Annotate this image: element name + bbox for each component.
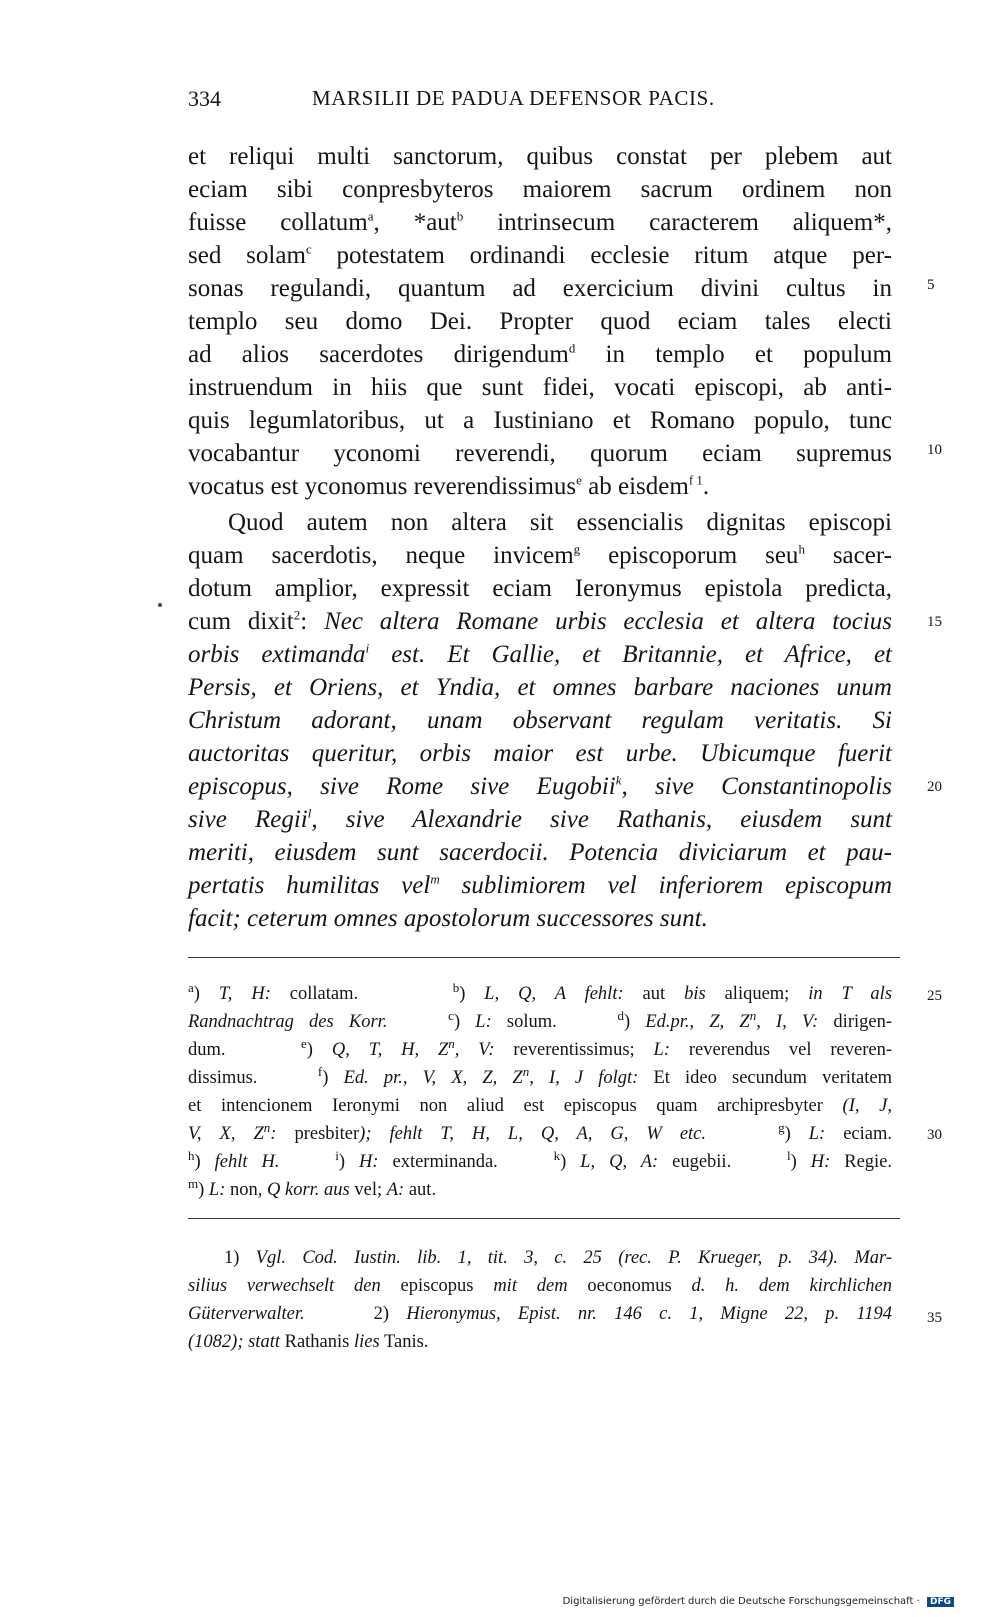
page-number: 334 xyxy=(188,86,221,111)
text-line: orbis extimanda$^i$ est. Et Gallie, et Britannie, et Africe, et xyxy=(188,640,892,668)
credit-text: Digitalisierung gefördert durch die Deutsche Forschungsgemeinschaft · xyxy=(562,1596,920,1607)
text-line: Quod autem non altera sit essencialis dignitas episcopi xyxy=(228,509,892,536)
text-line: sonas regulandi, quantum ad exercicium divini cultus in xyxy=(188,275,892,302)
apparatus-rule xyxy=(188,957,900,958)
text-line: sed solam$^c$ potestatem ordinandi ecclesie ritum atque per- xyxy=(188,241,892,269)
text-line: episcopus, sive Rome sive Eugobii$^k$, sive Constantinopolis xyxy=(188,772,892,800)
apparatus-line: et intencionem Ieronymi non aliud est episcopus quam archipresbyter (I, J, xyxy=(188,1096,892,1116)
line-number: 10 xyxy=(927,442,942,458)
line-number: 15 xyxy=(927,614,942,630)
line-number: 25 xyxy=(927,988,942,1004)
page-header xyxy=(188,86,892,118)
running-title: MARSILII DE PADUA DEFENSOR PACIS. xyxy=(312,86,715,110)
apparatus-line: $^m$) L: non, Q korr. aus vel; A: aut. xyxy=(188,1175,437,1200)
text-line: templo seu domo Dei. Propter quod eciam tales electi xyxy=(188,308,892,335)
margin-speck xyxy=(158,603,162,607)
digitization-credit xyxy=(563,1596,954,1607)
text-line: facit; ceterum omnes apostolorum successores sunt. xyxy=(188,905,708,932)
apparatus-line: dissimus. $^f$) Ed. pr., V, X, Z, $Z^n$, I, J folgt: Et ideo secundum veritatem xyxy=(188,1063,892,1088)
footnote-rule xyxy=(188,1218,900,1219)
line-number: 30 xyxy=(927,1127,942,1143)
line-number: 20 xyxy=(927,779,942,795)
apparatus-line: $^h$) fehlt H. $^i$) H: exterminanda. $^k$) L, Q, A: eugebii. $^l$) H: Regie. xyxy=(188,1147,893,1172)
dfg-logo: DFG xyxy=(927,1597,954,1607)
footnote-line: 1) Vgl. Cod. Iustin. lib. 1, tit. 3, c. 25 (rec. P. Krueger, p. 34). Mar- xyxy=(224,1248,892,1268)
text-line: eciam sibi conpresbyteros maiorem sacrum ordinem non xyxy=(188,176,892,203)
text-line: vocabantur yconomi reverendi, quorum eciam supremus xyxy=(188,440,892,467)
text-line: Christum adorant, unam observant regulam veritatis. Si xyxy=(188,707,892,734)
text-line: pertatis humilitas vel$^m$ sublimiorem vel inferiorem episcopum xyxy=(188,871,892,899)
line-number: 5 xyxy=(927,277,935,293)
apparatus-line: $^a$) T, H: collatam. $^b$) L, Q, A fehlt: aut bis aliquem; in T als xyxy=(188,979,893,1004)
text-line: dotum amplior, expressit eciam Ieronymus epistola predicta, xyxy=(188,575,892,602)
text-line: cum dixit$^2$: Nec altera Romane urbis ecclesia et altera tocius xyxy=(188,607,892,635)
text-line: fuisse collatum$^a$, *aut$^b$ intrinsecum caracterem aliquem*, xyxy=(188,208,892,236)
text-line: quam sacerdotis, neque invicem$^g$ episcoporum seu$^h$ sacer- xyxy=(188,541,893,569)
apparatus-line: dum. $^e$) Q, T, H, $Z^n$, V: reverentissimus; L: reverendus vel reveren- xyxy=(188,1035,892,1060)
apparatus-line: Randnachtrag des Korr. $^c$) L: solum. $^d$) Ed.pr., Z, $Z^n$, I, V: dirigen- xyxy=(188,1007,892,1032)
text-line: quis legumlatoribus, ut a Iustiniano et Romano populo, tunc xyxy=(188,407,892,434)
apparatus-line: V, X, $Z^n$: presbiter); fehlt T, H, L, Q, A, G, W etc. $^g$) L: eciam. xyxy=(188,1119,892,1144)
text-line: et reliqui multi sanctorum, quibus constat per plebem aut xyxy=(188,143,892,170)
text-line: meriti, eiusdem sunt sacerdocii. Potencia diviciarum et pau- xyxy=(188,839,892,866)
footnote-line: (1082); statt Rathanis lies Tanis. xyxy=(188,1332,429,1352)
text-line: auctoritas queritur, orbis maior est urbe. Ubicumque fuerit xyxy=(188,740,892,767)
line-number: 35 xyxy=(927,1310,942,1326)
text-line: vocatus est yconomus reverendissimus$^e$ ab eisdem$^{f 1}$. xyxy=(188,472,710,500)
text-line: ad alios sacerdotes dirigendum$^d$ in templo et populum xyxy=(188,340,892,368)
footnote-line: silius verwechselt den episcopus mit dem oeconomus d. h. dem kirchlichen xyxy=(188,1276,893,1296)
text-line: sive Regii$^l$, sive Alexandrie sive Rathanis, eiusdem sunt xyxy=(188,805,892,833)
footnote-line: Güterverwalter. 2) Hieronymus, Epist. nr. 146 c. 1, Migne 22, p. 1194 xyxy=(188,1304,892,1324)
text-line: instruendum in hiis que sunt fidei, vocati episcopi, ab anti- xyxy=(188,374,892,401)
text-line: Persis, et Oriens, et Yndia, et omnes barbare naciones unum xyxy=(188,674,892,701)
